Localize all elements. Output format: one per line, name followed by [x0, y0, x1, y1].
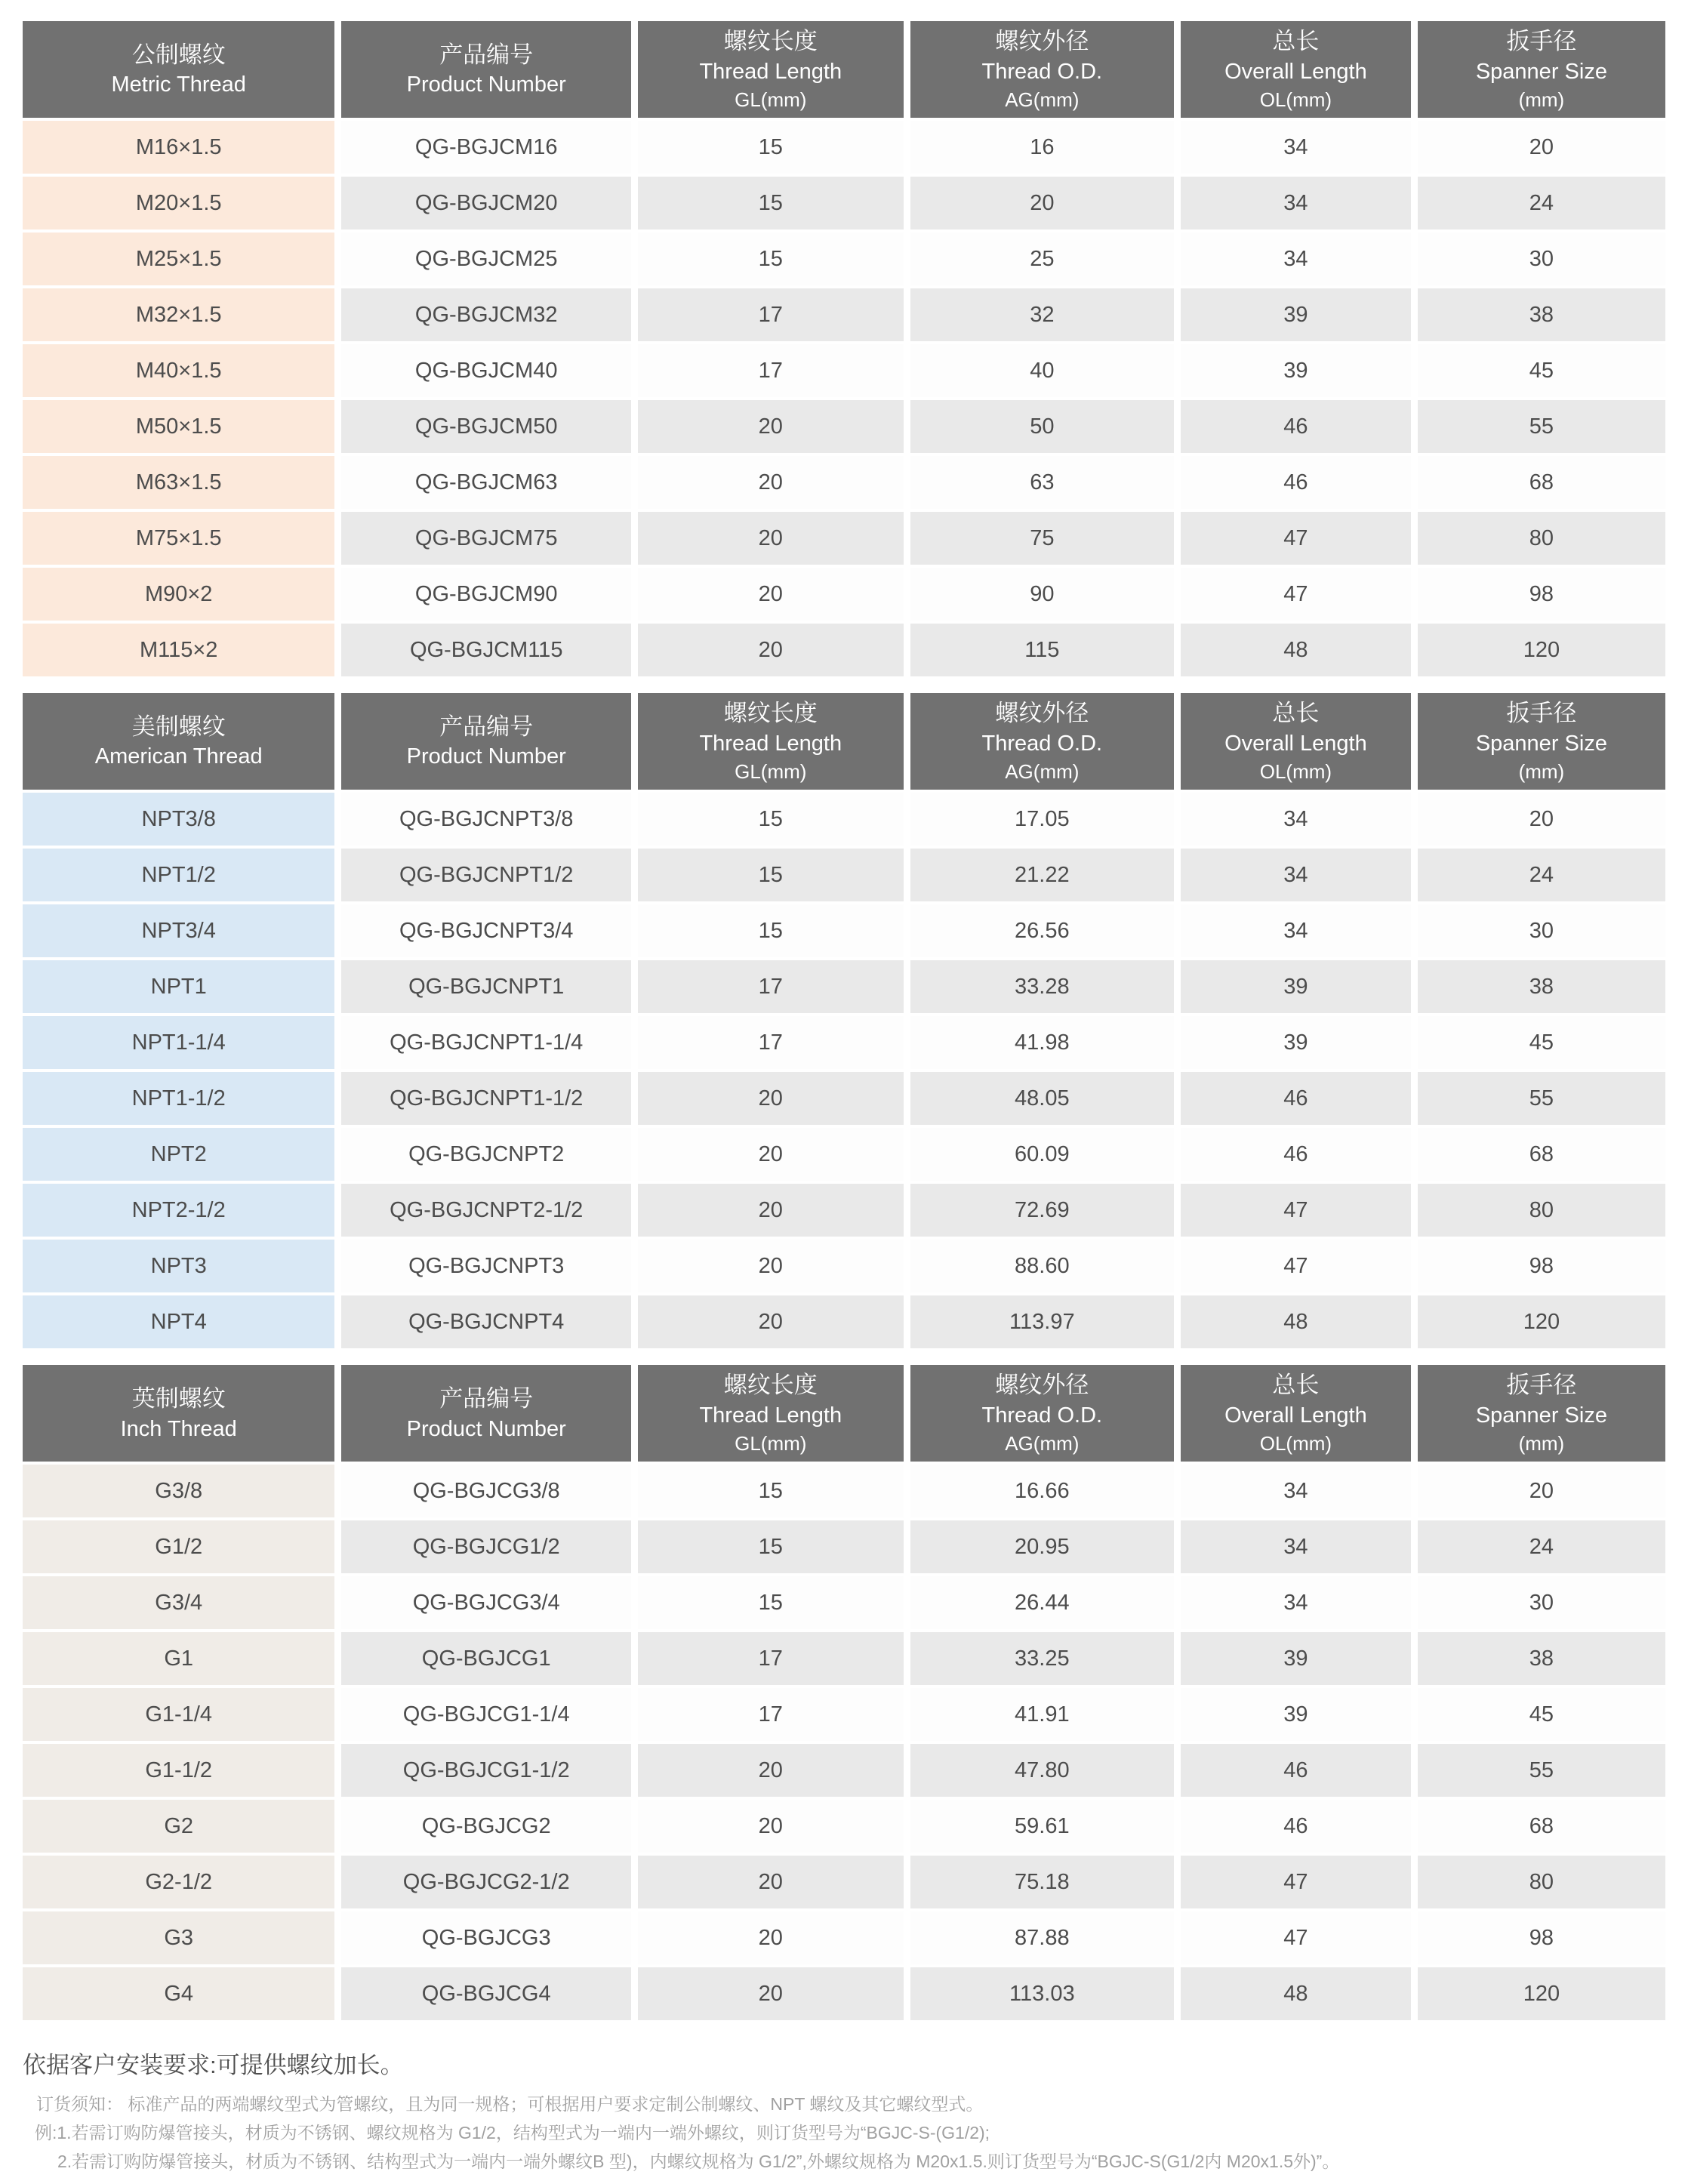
- value-cell: 20: [638, 1240, 904, 1292]
- value-cell: 87.88: [910, 1911, 1174, 1964]
- value-cell: 39: [1181, 288, 1411, 341]
- value-cell: QG-BGJCNPT1-1/4: [341, 1016, 631, 1069]
- column-header-en-label: Thread O.D.: [981, 731, 1103, 756]
- footer-notes: [23, 2046, 1665, 2176]
- column-header-3: [638, 693, 904, 790]
- value-cell: 120: [1418, 624, 1665, 676]
- table-row: [23, 849, 1665, 901]
- value-cell: QG-BGJCM115: [341, 624, 631, 676]
- value-cell: 20: [638, 624, 904, 676]
- thread-size-cell: NPT1-1/2: [23, 1072, 334, 1125]
- value-cell: 120: [1418, 1967, 1665, 2020]
- value-cell: 15: [638, 849, 904, 901]
- value-cell: 68: [1418, 1128, 1665, 1181]
- table-row: [23, 1240, 1665, 1292]
- column-header-4: [910, 693, 1174, 790]
- value-cell: 34: [1181, 1520, 1411, 1573]
- thread-size-cell: NPT1/2: [23, 849, 334, 901]
- column-header-en-label: Thread Length: [699, 59, 842, 84]
- value-cell: QG-BGJCNPT2-1/2: [341, 1184, 631, 1237]
- column-header-zh-label: 螺纹外径: [995, 28, 1089, 54]
- value-cell: 15: [638, 177, 904, 229]
- value-cell: 20: [638, 568, 904, 621]
- value-cell: QG-BGJCNPT4: [341, 1295, 631, 1348]
- header-row: [23, 693, 1665, 790]
- column-header-5: [1181, 21, 1411, 118]
- table-row: [23, 960, 1665, 1013]
- column-header-en-label: Thread Length: [699, 731, 842, 756]
- thread-size-cell: G1-1/2: [23, 1744, 334, 1797]
- value-cell: 21.22: [910, 849, 1174, 901]
- column-header-2: [341, 1365, 631, 1462]
- value-cell: 20: [638, 456, 904, 509]
- column-header-unit-label: GL(mm): [735, 1432, 807, 1455]
- value-cell: 17: [638, 1688, 904, 1741]
- column-header-3: [638, 1365, 904, 1462]
- value-cell: 30: [1418, 904, 1665, 957]
- value-cell: QG-BGJCG4: [341, 1967, 631, 2020]
- value-cell: QG-BGJCG1-1/4: [341, 1688, 631, 1741]
- value-cell: 20: [638, 1967, 904, 2020]
- value-cell: 113.97: [910, 1295, 1174, 1348]
- value-cell: 24: [1418, 177, 1665, 229]
- value-cell: 80: [1418, 512, 1665, 565]
- value-cell: 50: [910, 400, 1174, 453]
- value-cell: QG-BGJCNPT3/8: [341, 793, 631, 846]
- value-cell: 47: [1181, 1184, 1411, 1237]
- column-header-6: [1418, 1365, 1665, 1462]
- column-header-en-label: Spanner Size: [1475, 1403, 1607, 1428]
- value-cell: 98: [1418, 568, 1665, 621]
- thread-size-cell: G1-1/4: [23, 1688, 334, 1741]
- column-header-zh-label: 公制螺纹: [131, 41, 226, 68]
- column-header-1: [23, 21, 334, 118]
- value-cell: 47: [1181, 568, 1411, 621]
- value-cell: 59.61: [910, 1800, 1174, 1853]
- thread-size-cell: G3/4: [23, 1576, 334, 1629]
- value-cell: 20: [638, 1856, 904, 1908]
- thread-size-cell: G2: [23, 1800, 334, 1853]
- value-cell: 55: [1418, 1744, 1665, 1797]
- table-row: [23, 233, 1665, 285]
- column-header-4: [910, 1365, 1174, 1462]
- header-row: [23, 21, 1665, 118]
- value-cell: QG-BGJCNPT2: [341, 1128, 631, 1181]
- value-cell: 39: [1181, 344, 1411, 397]
- table-row: [23, 1744, 1665, 1797]
- value-cell: 17: [638, 1016, 904, 1069]
- value-cell: 16: [910, 121, 1174, 174]
- value-cell: 24: [1418, 1520, 1665, 1573]
- thread-size-cell: M75×1.5: [23, 512, 334, 565]
- column-header-en-label: Overall Length: [1224, 59, 1367, 84]
- value-cell: QG-BGJCG3/4: [341, 1576, 631, 1629]
- value-cell: 98: [1418, 1911, 1665, 1964]
- column-header-unit-label: GL(mm): [735, 88, 807, 111]
- column-header-en-label: Thread O.D.: [981, 59, 1103, 84]
- value-cell: 24: [1418, 849, 1665, 901]
- value-cell: 34: [1181, 793, 1411, 846]
- column-header-en-label: Product Number: [406, 1416, 566, 1441]
- value-cell: 47: [1181, 1911, 1411, 1964]
- table-row: [23, 400, 1665, 453]
- value-cell: 46: [1181, 1744, 1411, 1797]
- value-cell: 20: [638, 1128, 904, 1181]
- column-header-5: [1181, 1365, 1411, 1462]
- thread-size-cell: M40×1.5: [23, 344, 334, 397]
- column-header-unit-label: OL(mm): [1259, 88, 1332, 111]
- column-header-zh-label: 螺纹外径: [995, 1372, 1089, 1399]
- table-row: [23, 456, 1665, 509]
- table-row: [23, 288, 1665, 341]
- value-cell: 20: [638, 1072, 904, 1125]
- value-cell: 46: [1181, 400, 1411, 453]
- value-cell: 113.03: [910, 1967, 1174, 2020]
- value-cell: 38: [1418, 960, 1665, 1013]
- ordering-example-line-1: 例:1.若需订购防爆管接头，材质为不锈钢、螺纹规格为 G1/2，结构型式为一端内一端外螺纹，则订货型号为“BGJC-S-(G1/2);: [35, 2123, 990, 2143]
- metric-thread-table: [23, 18, 1665, 679]
- value-cell: 41.91: [910, 1688, 1174, 1741]
- value-cell: 55: [1418, 1072, 1665, 1125]
- table-row: [23, 121, 1665, 174]
- table-row: [23, 1800, 1665, 1853]
- column-header-zh-label: 扳手径: [1506, 1372, 1577, 1399]
- value-cell: 15: [638, 793, 904, 846]
- value-cell: QG-BGJCNPT1: [341, 960, 631, 1013]
- thread-size-cell: M115×2: [23, 624, 334, 676]
- column-header-zh-label: 扳手径: [1506, 700, 1577, 727]
- ordering-example-line-2: 2.若需订购防爆管接头，材质为不锈钢、结构型式为一端内一端外螺纹B 型)，内螺纹规格为 G1/2”,外螺纹规格为 M20x1.5.则订货型号为“BGJC-S(G1/2内 M20x1.5外)”。: [57, 2152, 1340, 2172]
- column-header-zh-label: 总长: [1272, 700, 1320, 727]
- column-header-2: [341, 21, 631, 118]
- column-header-zh-label: 螺纹外径: [995, 700, 1089, 727]
- value-cell: 45: [1418, 1016, 1665, 1069]
- table-row: [23, 177, 1665, 229]
- value-cell: 47: [1181, 1240, 1411, 1292]
- table-row: [23, 1632, 1665, 1685]
- column-header-zh-label: 英制螺纹: [131, 1385, 226, 1412]
- value-cell: 26.44: [910, 1576, 1174, 1629]
- value-cell: 38: [1418, 288, 1665, 341]
- column-header-unit-label: AG(mm): [1005, 1432, 1080, 1455]
- value-cell: 48.05: [910, 1072, 1174, 1125]
- column-header-unit-label: (mm): [1518, 760, 1565, 784]
- value-cell: 47: [1181, 1856, 1411, 1908]
- table-row: [23, 1184, 1665, 1237]
- inch-thread-grid: [16, 1362, 1672, 2023]
- table-row: [23, 1576, 1665, 1629]
- value-cell: 63: [910, 456, 1174, 509]
- table-row: [23, 1072, 1665, 1125]
- table-row: [23, 568, 1665, 621]
- table-row: [23, 1295, 1665, 1348]
- column-header-2: [341, 693, 631, 790]
- column-header-en-label: Inch Thread: [120, 1416, 237, 1441]
- value-cell: 33.28: [910, 960, 1174, 1013]
- value-cell: 26.56: [910, 904, 1174, 957]
- value-cell: QG-BGJCM90: [341, 568, 631, 621]
- column-header-zh-label: 产品编号: [439, 713, 534, 740]
- value-cell: QG-BGJCNPT3/4: [341, 904, 631, 957]
- value-cell: QG-BGJCNPT1-1/2: [341, 1072, 631, 1125]
- table-row: [23, 344, 1665, 397]
- american-thread-table: [23, 690, 1665, 1351]
- value-cell: 88.60: [910, 1240, 1174, 1292]
- value-cell: 46: [1181, 1072, 1411, 1125]
- value-cell: 15: [638, 121, 904, 174]
- column-header-en-label: Product Number: [406, 744, 566, 769]
- value-cell: 55: [1418, 400, 1665, 453]
- value-cell: 34: [1181, 1465, 1411, 1517]
- value-cell: QG-BGJCM25: [341, 233, 631, 285]
- thread-size-cell: G1/2: [23, 1520, 334, 1573]
- ordering-note-line: 订货须知： 标准产品的两端螺纹型式为管螺纹，且为同一规格；可根据用户要求定制公制螺纹、NPT 螺纹及其它螺纹型式。: [36, 2094, 984, 2115]
- value-cell: 34: [1181, 177, 1411, 229]
- thread-size-cell: M63×1.5: [23, 456, 334, 509]
- column-header-zh-label: 螺纹长度: [723, 1372, 818, 1399]
- column-header-unit-label: AG(mm): [1005, 88, 1080, 111]
- value-cell: 48: [1181, 1295, 1411, 1348]
- value-cell: 80: [1418, 1184, 1665, 1237]
- value-cell: 45: [1418, 344, 1665, 397]
- value-cell: 34: [1181, 1576, 1411, 1629]
- value-cell: QG-BGJCG2: [341, 1800, 631, 1853]
- value-cell: 15: [638, 1576, 904, 1629]
- value-cell: QG-BGJCM63: [341, 456, 631, 509]
- value-cell: 16.66: [910, 1465, 1174, 1517]
- value-cell: 15: [638, 1520, 904, 1573]
- metric-thread-grid: [16, 18, 1672, 679]
- column-header-unit-label: GL(mm): [735, 760, 807, 784]
- column-header-zh-label: 产品编号: [439, 1385, 534, 1412]
- table-row: [23, 1856, 1665, 1908]
- column-header-unit-label: OL(mm): [1259, 1432, 1332, 1455]
- column-header-en-label: Overall Length: [1224, 1403, 1367, 1428]
- value-cell: 98: [1418, 1240, 1665, 1292]
- column-header-en-label: Thread Length: [699, 1403, 842, 1428]
- column-header-en-label: Product Number: [406, 72, 566, 97]
- value-cell: 17: [638, 960, 904, 1013]
- value-cell: 41.98: [910, 1016, 1174, 1069]
- column-header-zh-label: 扳手径: [1506, 28, 1577, 54]
- table-row: [23, 1016, 1665, 1069]
- value-cell: 39: [1181, 960, 1411, 1013]
- thread-size-cell: NPT2-1/2: [23, 1184, 334, 1237]
- column-header-unit-label: AG(mm): [1005, 760, 1080, 784]
- value-cell: QG-BGJCG1: [341, 1632, 631, 1685]
- value-cell: 90: [910, 568, 1174, 621]
- value-cell: 39: [1181, 1632, 1411, 1685]
- column-header-3: [638, 21, 904, 118]
- value-cell: 32: [910, 288, 1174, 341]
- thread-size-cell: G1: [23, 1632, 334, 1685]
- value-cell: 75.18: [910, 1856, 1174, 1908]
- value-cell: 20: [638, 512, 904, 565]
- column-header-1: [23, 693, 334, 790]
- value-cell: QG-BGJCNPT1/2: [341, 849, 631, 901]
- column-header-zh-label: 总长: [1272, 28, 1320, 54]
- table-row: [23, 1688, 1665, 1741]
- value-cell: 17: [638, 288, 904, 341]
- thread-size-cell: NPT1: [23, 960, 334, 1013]
- value-cell: 15: [638, 904, 904, 957]
- thread-size-cell: NPT3/4: [23, 904, 334, 957]
- column-header-4: [910, 21, 1174, 118]
- thread-size-cell: M50×1.5: [23, 400, 334, 453]
- column-header-unit-label: OL(mm): [1259, 760, 1332, 784]
- thread-size-cell: G3: [23, 1911, 334, 1964]
- value-cell: QG-BGJCM32: [341, 288, 631, 341]
- column-header-zh-label: 美制螺纹: [131, 713, 226, 740]
- value-cell: 39: [1181, 1016, 1411, 1069]
- column-header-unit-label: (mm): [1518, 1432, 1565, 1455]
- column-header-6: [1418, 693, 1665, 790]
- value-cell: QG-BGJCG1-1/2: [341, 1744, 631, 1797]
- value-cell: 20: [1418, 1465, 1665, 1517]
- value-cell: 48: [1181, 624, 1411, 676]
- table-row: [23, 624, 1665, 676]
- column-header-unit-label: (mm): [1518, 88, 1565, 111]
- table-row: [23, 1465, 1665, 1517]
- column-header-en-label: Spanner Size: [1475, 731, 1607, 756]
- inch-thread-table: [23, 1362, 1665, 2023]
- value-cell: 68: [1418, 1800, 1665, 1853]
- value-cell: 15: [638, 1465, 904, 1517]
- thread-size-cell: G2-1/2: [23, 1856, 334, 1908]
- column-header-6: [1418, 21, 1665, 118]
- value-cell: 120: [1418, 1295, 1665, 1348]
- value-cell: QG-BGJCM16: [341, 121, 631, 174]
- table-row: [23, 512, 1665, 565]
- value-cell: 47.80: [910, 1744, 1174, 1797]
- column-header-zh-label: 螺纹长度: [723, 28, 818, 54]
- value-cell: 20: [638, 1800, 904, 1853]
- thread-size-cell: M25×1.5: [23, 233, 334, 285]
- value-cell: 20: [638, 400, 904, 453]
- column-header-en-label: Spanner Size: [1475, 59, 1607, 84]
- value-cell: QG-BGJCNPT3: [341, 1240, 631, 1292]
- thread-size-cell: M90×2: [23, 568, 334, 621]
- value-cell: 47: [1181, 512, 1411, 565]
- table-row: [23, 1128, 1665, 1181]
- value-cell: 20: [910, 177, 1174, 229]
- value-cell: QG-BGJCM50: [341, 400, 631, 453]
- column-header-en-label: Overall Length: [1224, 731, 1367, 756]
- value-cell: 20: [638, 1911, 904, 1964]
- column-header-zh-label: 产品编号: [439, 41, 534, 68]
- table-row: [23, 1967, 1665, 2020]
- column-header-zh-label: 螺纹长度: [723, 700, 818, 727]
- thread-size-cell: G4: [23, 1967, 334, 2020]
- column-header-1: [23, 1365, 334, 1462]
- value-cell: 34: [1181, 121, 1411, 174]
- value-cell: 17: [638, 344, 904, 397]
- value-cell: 30: [1418, 1576, 1665, 1629]
- thread-size-cell: NPT3/8: [23, 793, 334, 846]
- value-cell: 60.09: [910, 1128, 1174, 1181]
- value-cell: QG-BGJCG1/2: [341, 1520, 631, 1573]
- value-cell: 40: [910, 344, 1174, 397]
- value-cell: 15: [638, 233, 904, 285]
- value-cell: 33.25: [910, 1632, 1174, 1685]
- thread-size-cell: NPT4: [23, 1295, 334, 1348]
- value-cell: 20: [638, 1295, 904, 1348]
- value-cell: 39: [1181, 1688, 1411, 1741]
- table-row: [23, 793, 1665, 846]
- value-cell: 46: [1181, 1128, 1411, 1181]
- american-thread-grid: [16, 690, 1672, 1351]
- value-cell: 17: [638, 1632, 904, 1685]
- column-header-zh-label: 总长: [1272, 1372, 1320, 1399]
- table-row: [23, 904, 1665, 957]
- value-cell: 80: [1418, 1856, 1665, 1908]
- value-cell: 115: [910, 624, 1174, 676]
- column-header-5: [1181, 693, 1411, 790]
- thread-size-cell: M16×1.5: [23, 121, 334, 174]
- value-cell: 34: [1181, 849, 1411, 901]
- value-cell: 17.05: [910, 793, 1174, 846]
- value-cell: QG-BGJCM40: [341, 344, 631, 397]
- value-cell: 20: [1418, 793, 1665, 846]
- value-cell: 20.95: [910, 1520, 1174, 1573]
- value-cell: 45: [1418, 1688, 1665, 1741]
- value-cell: 34: [1181, 233, 1411, 285]
- value-cell: 25: [910, 233, 1174, 285]
- value-cell: 20: [1418, 121, 1665, 174]
- thread-size-cell: M32×1.5: [23, 288, 334, 341]
- thread-extension-note: 依据客户安装要求:可提供螺纹加长。: [23, 2052, 404, 2079]
- value-cell: 72.69: [910, 1184, 1174, 1237]
- thread-size-cell: G3/8: [23, 1465, 334, 1517]
- column-header-en-label: Thread O.D.: [981, 1403, 1103, 1428]
- value-cell: QG-BGJCM75: [341, 512, 631, 565]
- thread-size-cell: NPT1-1/4: [23, 1016, 334, 1069]
- thread-size-cell: NPT3: [23, 1240, 334, 1292]
- value-cell: 68: [1418, 456, 1665, 509]
- value-cell: QG-BGJCG3: [341, 1911, 631, 1964]
- value-cell: QG-BGJCM20: [341, 177, 631, 229]
- value-cell: 30: [1418, 233, 1665, 285]
- value-cell: 46: [1181, 1800, 1411, 1853]
- value-cell: 46: [1181, 456, 1411, 509]
- value-cell: QG-BGJCG3/8: [341, 1465, 631, 1517]
- header-row: [23, 1365, 1665, 1462]
- value-cell: 38: [1418, 1632, 1665, 1685]
- value-cell: 20: [638, 1744, 904, 1797]
- table-row: [23, 1911, 1665, 1964]
- column-header-en-label: American Thread: [94, 744, 263, 769]
- value-cell: QG-BGJCG2-1/2: [341, 1856, 631, 1908]
- value-cell: 34: [1181, 904, 1411, 957]
- table-row: [23, 1520, 1665, 1573]
- column-header-en-label: Metric Thread: [111, 72, 246, 97]
- value-cell: 20: [638, 1184, 904, 1237]
- thread-size-cell: NPT2: [23, 1128, 334, 1181]
- value-cell: 48: [1181, 1967, 1411, 2020]
- thread-size-cell: M20×1.5: [23, 177, 334, 229]
- value-cell: 75: [910, 512, 1174, 565]
